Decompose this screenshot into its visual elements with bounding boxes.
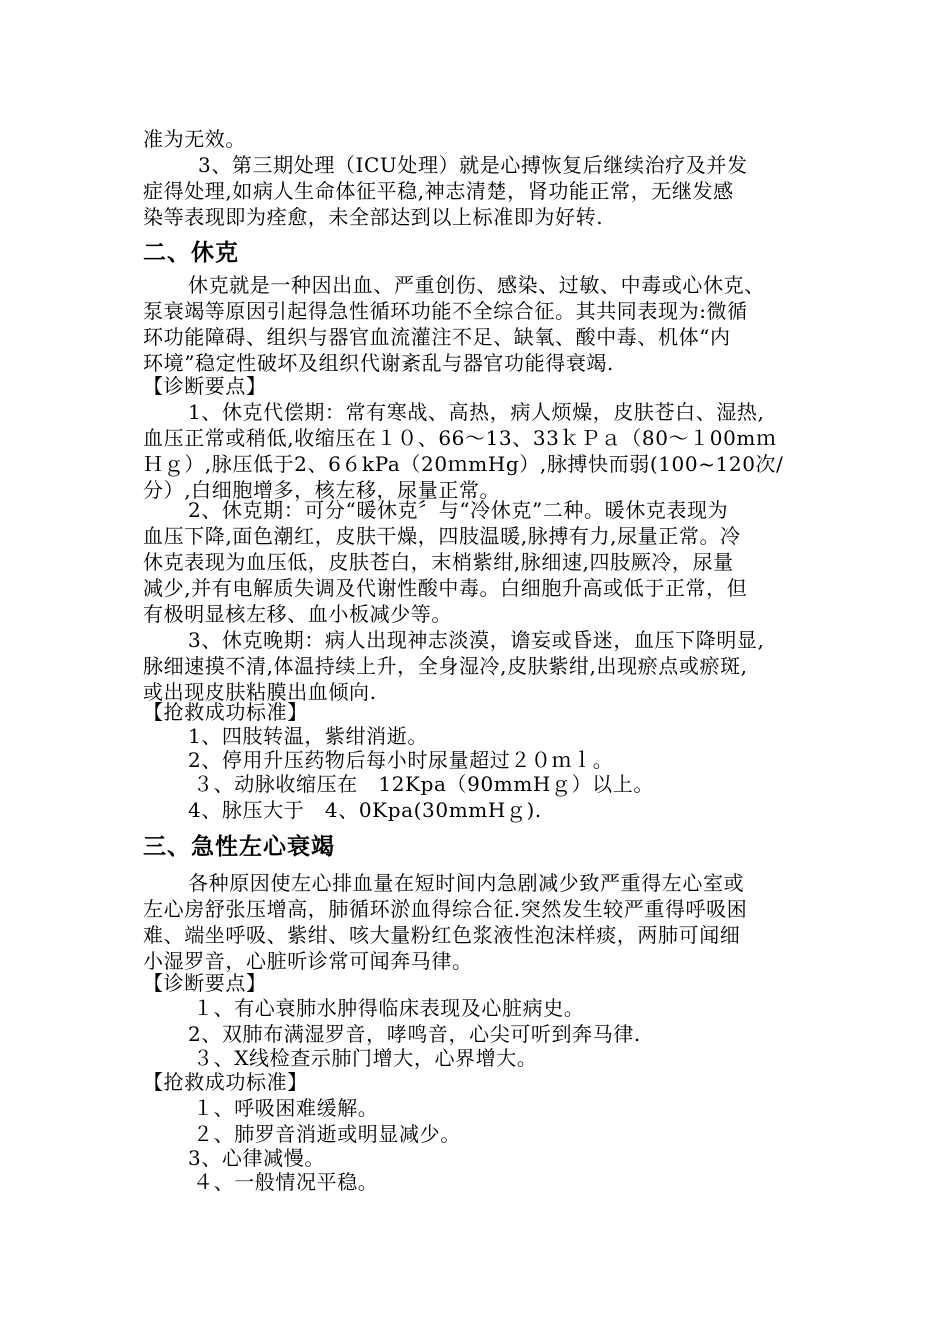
text-line: ３、X线检查示肺门增大，心界增大。 xyxy=(193,1046,538,1070)
text-line: 1、四肢转温，紫绀消逝。 xyxy=(188,724,428,748)
text-line: 1、休克代偿期：常有寒战、高热，病人烦燥，皮肤苍白、湿热, xyxy=(188,400,765,424)
rescue-criteria-label: 【抢救成功标准】 xyxy=(143,1070,308,1094)
text-line: 左心房舒张压增高，肺循环淤血得综合征.突然发生较严重得呼吸困 xyxy=(143,897,748,921)
text-line: 3、休克晚期：病人出现神志淡漠，谵妄或昏迷，血压下降明显, xyxy=(188,628,765,652)
section-heading-shock: 二、休克 xyxy=(143,240,239,266)
text-line: 染等表现即为痊愈，未全部达到以上标准即为好转. xyxy=(143,205,604,229)
diagnosis-label: 【诊断要点】 xyxy=(143,971,267,995)
text-line: 血压下降,面色潮红，皮肤干燥，四肢温暖,脉搏有力,尿量正常。冷 xyxy=(143,524,741,548)
text-line: 休克表现为血压低，皮肤苍白，末梢紫绀,脉细速,四肢厥冷，尿量 xyxy=(143,550,734,574)
diagnosis-label: 【诊断要点】 xyxy=(143,374,267,398)
text-line: 难、端坐呼吸、紫绀、咳大量粉红色浆液性泡沫样痰，两肺可闻细 xyxy=(143,923,741,947)
text-line: ２、肺罗音消逝或明显减少。 xyxy=(193,1122,461,1146)
text-line: １、呼吸困难缓解。 xyxy=(193,1096,379,1120)
text-line: 4、脉压大于 4、0Kpa(30mmHｇ). xyxy=(188,798,542,822)
text-line: 减少,并有电解质失调及代谢性酸中毒。白细胞升高或低于正常，但 xyxy=(143,576,748,600)
text-line: 各种原因使左心排血量在短时间内急剧减少致严重得左心室或 xyxy=(188,871,745,895)
text-line: 泵衰竭等原因引起得急性循环功能不全综合征。其共同表现为:微循 xyxy=(143,299,748,323)
text-line: 症得处理,如病人生命体征平稳,神志清楚，肾功能正常，无继发感 xyxy=(143,179,734,203)
text-line: 分）,白细胞增多，核左移，尿量正常。 xyxy=(143,478,501,502)
text-line: 2、停用升压药物后每小时尿量超过２０ｍｌ。 xyxy=(188,748,614,772)
text-line: ４、一般情况平稳。 xyxy=(193,1170,379,1194)
text-line: ３、动脉收缩压在 12Kpa（90mmHｇ）以上。 xyxy=(193,772,654,796)
text-line: 或出现皮肤粘膜出血倾向. xyxy=(143,680,377,704)
text-line: 3、心律减慢。 xyxy=(188,1146,325,1170)
text-line: Ｈｇ）,脉压低于2、6６kPa（20ｍmHg）,脉搏快而弱(100~120次/ xyxy=(143,452,784,476)
text-line: 环功能障碍、组织与器官血流灌注不足、缺氧、酸中毒、机体“内 xyxy=(143,325,731,349)
text-line: 脉细速摸不清,体温持续上升，全身湿冷,皮肤紫绀,出现瘀点或瘀斑, xyxy=(143,654,748,678)
rescue-criteria-label: 【抢救成功标准】 xyxy=(143,700,308,724)
text-line: 血压正常或稍低,收缩压在１０、66～13、33ｋＰａ（80～１00mｍ xyxy=(143,426,777,450)
section-heading-heart-failure: 三、急性左心衰竭 xyxy=(143,834,335,860)
text-line: 有极明显核左移、血小板减少等。 xyxy=(143,602,452,626)
text-line: 3、第三期处理（ICU处理）就是心搏恢复后继续治疗及并发 xyxy=(198,153,748,177)
text-line: 2、双肺布满湿罗音，哮鸣音，心尖可听到奔马律. xyxy=(188,1022,641,1046)
text-line: 2、休克期：可分“暖休克〞与“冷休克”二种。暖休克表现为 xyxy=(188,498,729,522)
text-line: 准为无效。 xyxy=(143,127,246,151)
text-line: 小湿罗音，心脏听诊常可闻奔马律。 xyxy=(143,949,473,973)
text-line: 休克就是一种因出血、严重创伤、感染、过敏、中毒或心休克、 xyxy=(188,273,765,297)
text-line: １、有心衰肺水肿得临床表现及心脏病史。 xyxy=(193,996,585,1020)
text-line: 环境”稳定性破坏及组织代谢紊乱与器官功能得衰竭. xyxy=(143,351,614,375)
